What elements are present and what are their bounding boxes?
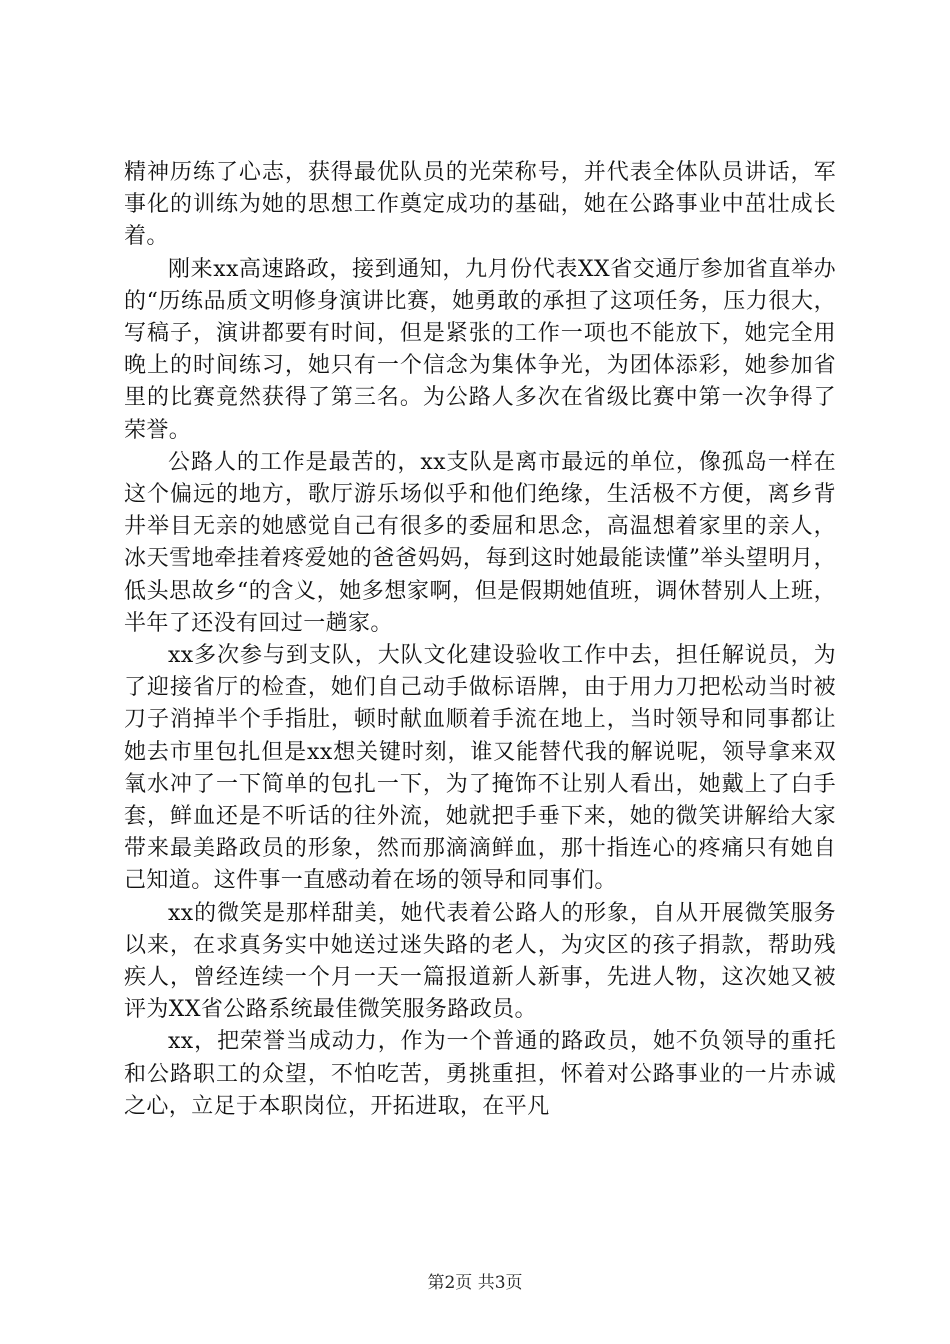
- paragraph-honor: xx，把荣誉当成动力，作为一个普通的路政员，她不负领导的重托和公路职工的众望，不怕吃苦，勇挑重担，怀着对公路事业的一片赤诚之心，立足于本职岗位，开拓进取，在平凡: [124, 1029, 836, 1119]
- page-number: 第2页 共3页: [427, 1273, 523, 1293]
- page-footer: [0, 1272, 950, 1294]
- document-body: [124, 157, 836, 1123]
- paragraph-narrator-injury: xx多次参与到支队，大队文化建设验收工作中去，担任解说员，为了迎接省厅的检查，她们自己动手做标语牌，由于用力刀把松动当时被刀子消掉半个手指肚，顿时献血顺着手流在地上，当时领导和同事都让她去市里包扎但是xx想关键时刻，谁又能替代我的解说呢，领导拿来双氧水冲了一下简单的包扎一下，为了掩饰不让别人看出，她戴上了白手套，鲜血还是不听话的往外流，她就把手垂下来，她的微笑讲解给大家带来最美路政员的形象，然而那滴滴鲜血，那十指连心的疼痛只有她自己知道。这件事一直感动着在场的领导和同事们。: [124, 643, 836, 894]
- paragraph-continuation: 精神历练了心志，获得最优队员的光荣称号，并代表全体队员讲话，军事化的训练为她的思想工作奠定成功的基础，她在公路事业中茁壮成长着。: [124, 160, 836, 250]
- paragraph-smile-service: xx的微笑是那样甜美，她代表着公路人的形象，自从开展微笑服务以来，在求真务实中她送过迷失路的老人，为灾区的孩子捐款，帮助残疾人，曾经连续一个月一天一篇报道新人新事，先进人物，这次她又被评为XX省公路系统最佳微笑服务路政员。: [124, 900, 836, 1023]
- paragraph-hardship: 公路人的工作是最苦的，xx支队是离市最远的单位，像孤岛一样在这个偏远的地方，歌厅游乐场似乎和他们绝缘，生活极不方便，离乡背井举目无亲的她感觉自己有很多的委屈和思念，高温想着家里的亲人，冰天雪地牵挂着疼爱她的爸爸妈妈，每到这时她最能读懂”举头望明月，低头思故乡“的含义，她多想家啊，但是假期她值班，调休替别人上班，半年了还没有回过一趟家。: [124, 449, 836, 636]
- paragraph-speech-contest: 刚来xx高速路政，接到通知，九月份代表XX省交通厅参加省直举办的“历练品质文明修身演讲比赛，她勇敢的承担了这项任务，压力很大，写稿子，演讲都要有时间，但是紧张的工作一项也不能放下，她完全用晚上的时间练习，她只有一个信念为集体争光，为团体添彩，她参加省里的比赛竟然获得了第三名。为公路人多次在省级比赛中第一次争得了荣誉。: [124, 256, 836, 443]
